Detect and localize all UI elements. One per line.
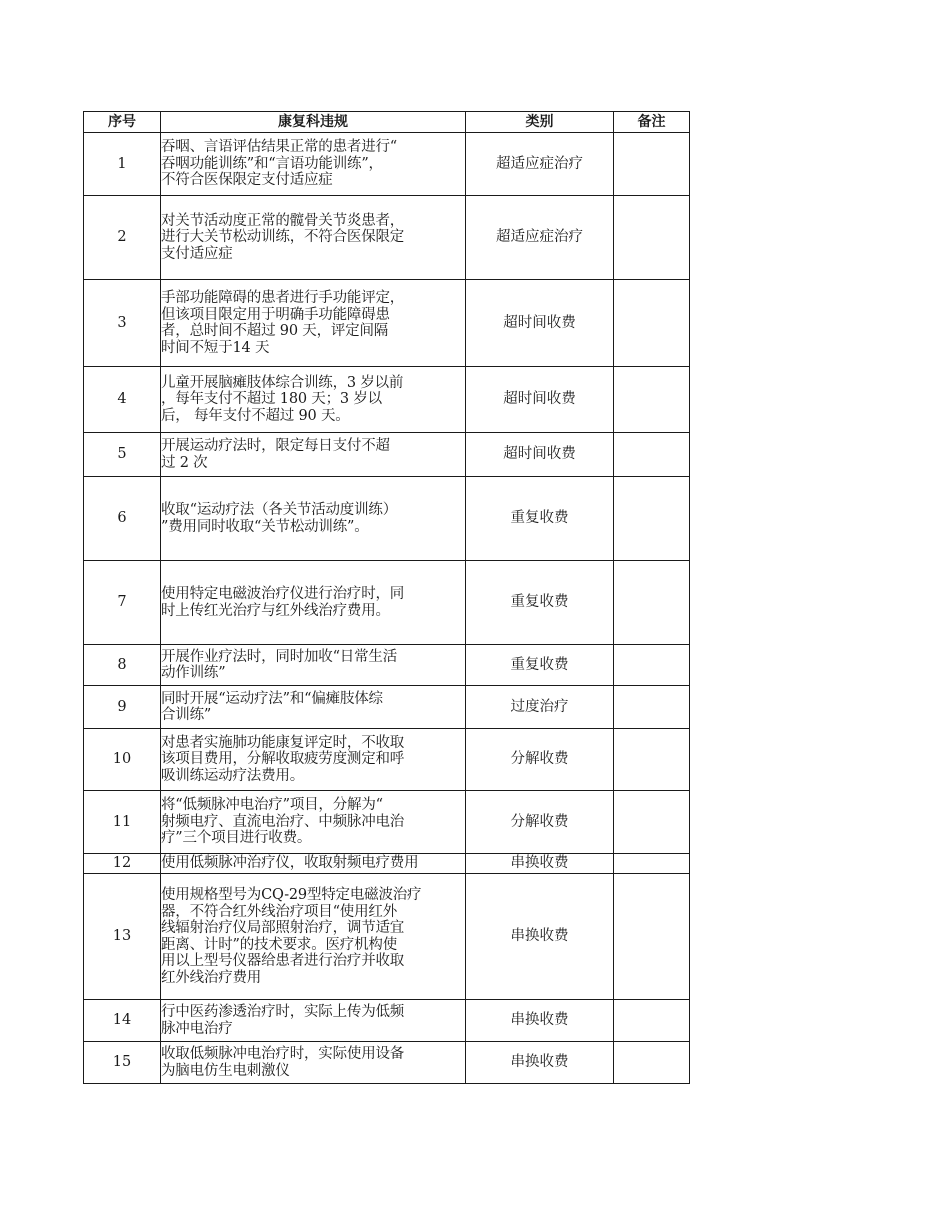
row-desc: 行中医药渗透治疗时，实际上传为低频 脉冲电治疗 xyxy=(161,1000,466,1042)
row-note xyxy=(614,1000,690,1042)
table-row xyxy=(84,133,690,196)
row-note xyxy=(614,854,690,874)
table-row xyxy=(84,686,690,729)
row-desc: 对关节活动度正常的髋骨关节炎患者， 进行大关节松动训练，不符合医保限定 支付适应症 xyxy=(161,196,466,280)
row-category: 超时间收费 xyxy=(466,280,614,367)
row-note xyxy=(614,874,690,1000)
row-note xyxy=(614,1042,690,1084)
row-num: 6 xyxy=(84,477,161,561)
table-row xyxy=(84,1042,690,1084)
row-category: 重复收费 xyxy=(466,645,614,686)
row-desc: 收取“运动疗法（各关节活动度训练） ”费用同时收取“关节松动训练”。 xyxy=(161,477,466,561)
row-category: 串换收费 xyxy=(466,854,614,874)
row-note xyxy=(614,686,690,729)
table-row xyxy=(84,477,690,561)
row-category: 超适应症治疗 xyxy=(466,133,614,196)
row-note xyxy=(614,280,690,367)
row-desc: 收取低频脉冲电治疗时，实际使用设备 为脑电仿生电刺激仪 xyxy=(161,1042,466,1084)
row-category: 分解收费 xyxy=(466,791,614,854)
row-desc: 使用规格型号为CQ-29型特定电磁波治疗 器，不符合红外线治疗项目“使用红外 线辐射治疗仪局部照射治疗，调节适宜 距离、计时”的技术要求。医疗机构使 用以上型号仪器给患者进行治疗并收取 红外线治疗费用 xyxy=(161,874,466,1000)
row-num: 12 xyxy=(84,854,161,874)
table-row xyxy=(84,561,690,645)
row-category: 超适应症治疗 xyxy=(466,196,614,280)
row-category: 串换收费 xyxy=(466,1000,614,1042)
table-row xyxy=(84,874,690,1000)
row-note xyxy=(614,196,690,280)
row-desc: 同时开展“运动疗法”和“偏瘫肢体综 合训练” xyxy=(161,686,466,729)
row-category: 超时间收费 xyxy=(466,433,614,477)
table-row xyxy=(84,1000,690,1042)
row-num: 13 xyxy=(84,874,161,1000)
row-desc: 手部功能障碍的患者进行手功能评定， 但该项目限定用于明确手功能障碍患 者，总时间不超过 90 天，评定间隔 时间不短于14 天 xyxy=(161,280,466,367)
header-category: 类别 xyxy=(466,112,614,133)
row-category: 过度治疗 xyxy=(466,686,614,729)
table-row xyxy=(84,367,690,433)
row-category: 分解收费 xyxy=(466,729,614,791)
row-category: 超时间收费 xyxy=(466,367,614,433)
table-row xyxy=(84,791,690,854)
table-row xyxy=(84,729,690,791)
row-num: 14 xyxy=(84,1000,161,1042)
row-category: 重复收费 xyxy=(466,561,614,645)
header-row xyxy=(84,112,690,133)
rehab-violations-table xyxy=(83,111,690,1084)
row-num: 7 xyxy=(84,561,161,645)
table-row xyxy=(84,645,690,686)
row-num: 1 xyxy=(84,133,161,196)
row-note xyxy=(614,477,690,561)
row-num: 2 xyxy=(84,196,161,280)
row-desc: 吞咽、言语评估结果正常的患者进行“ 吞咽功能训练”和“言语功能训练”， 不符合医保限定支付适应症 xyxy=(161,133,466,196)
row-note xyxy=(614,561,690,645)
row-note xyxy=(614,133,690,196)
row-category: 串换收费 xyxy=(466,874,614,1000)
row-num: 5 xyxy=(84,433,161,477)
row-desc: 对患者实施肺功能康复评定时，不收取 该项目费用，分解收取疲劳度测定和呼 吸训练运动疗法费用。 xyxy=(161,729,466,791)
row-desc: 使用特定电磁波治疗仪进行治疗时，同 时上传红光治疗与红外线治疗费用。 xyxy=(161,561,466,645)
row-desc: 将“低频脉冲电治疗”项目，分解为“ 射频电疗、直流电治疗、中频脉冲电治 疗”三个项目进行收费。 xyxy=(161,791,466,854)
table-row xyxy=(84,280,690,367)
row-note xyxy=(614,433,690,477)
table-row xyxy=(84,196,690,280)
table-row xyxy=(84,854,690,874)
row-note xyxy=(614,791,690,854)
row-num: 3 xyxy=(84,280,161,367)
header-num: 序号 xyxy=(84,112,161,133)
row-desc: 开展作业疗法时，同时加收“日常生活 动作训练” xyxy=(161,645,466,686)
header-desc: 康复科违规 xyxy=(161,112,466,133)
row-num: 4 xyxy=(84,367,161,433)
row-num: 8 xyxy=(84,645,161,686)
row-num: 15 xyxy=(84,1042,161,1084)
row-num: 10 xyxy=(84,729,161,791)
row-category: 串换收费 xyxy=(466,1042,614,1084)
row-note xyxy=(614,645,690,686)
row-note xyxy=(614,729,690,791)
row-desc: 儿童开展脑瘫肢体综合训练，3 岁以前 ，每年支付不超过 180 天；3 岁以 后， 每年支付不超过 90 天。 xyxy=(161,367,466,433)
row-category: 重复收费 xyxy=(466,477,614,561)
row-num: 11 xyxy=(84,791,161,854)
row-note xyxy=(614,367,690,433)
row-desc: 使用低频脉冲治疗仪，收取射频电疗费用 xyxy=(161,854,466,874)
header-note: 备注 xyxy=(614,112,690,133)
table-row xyxy=(84,433,690,477)
row-num: 9 xyxy=(84,686,161,729)
row-desc: 开展运动疗法时，限定每日支付不超 过 2 次 xyxy=(161,433,466,477)
